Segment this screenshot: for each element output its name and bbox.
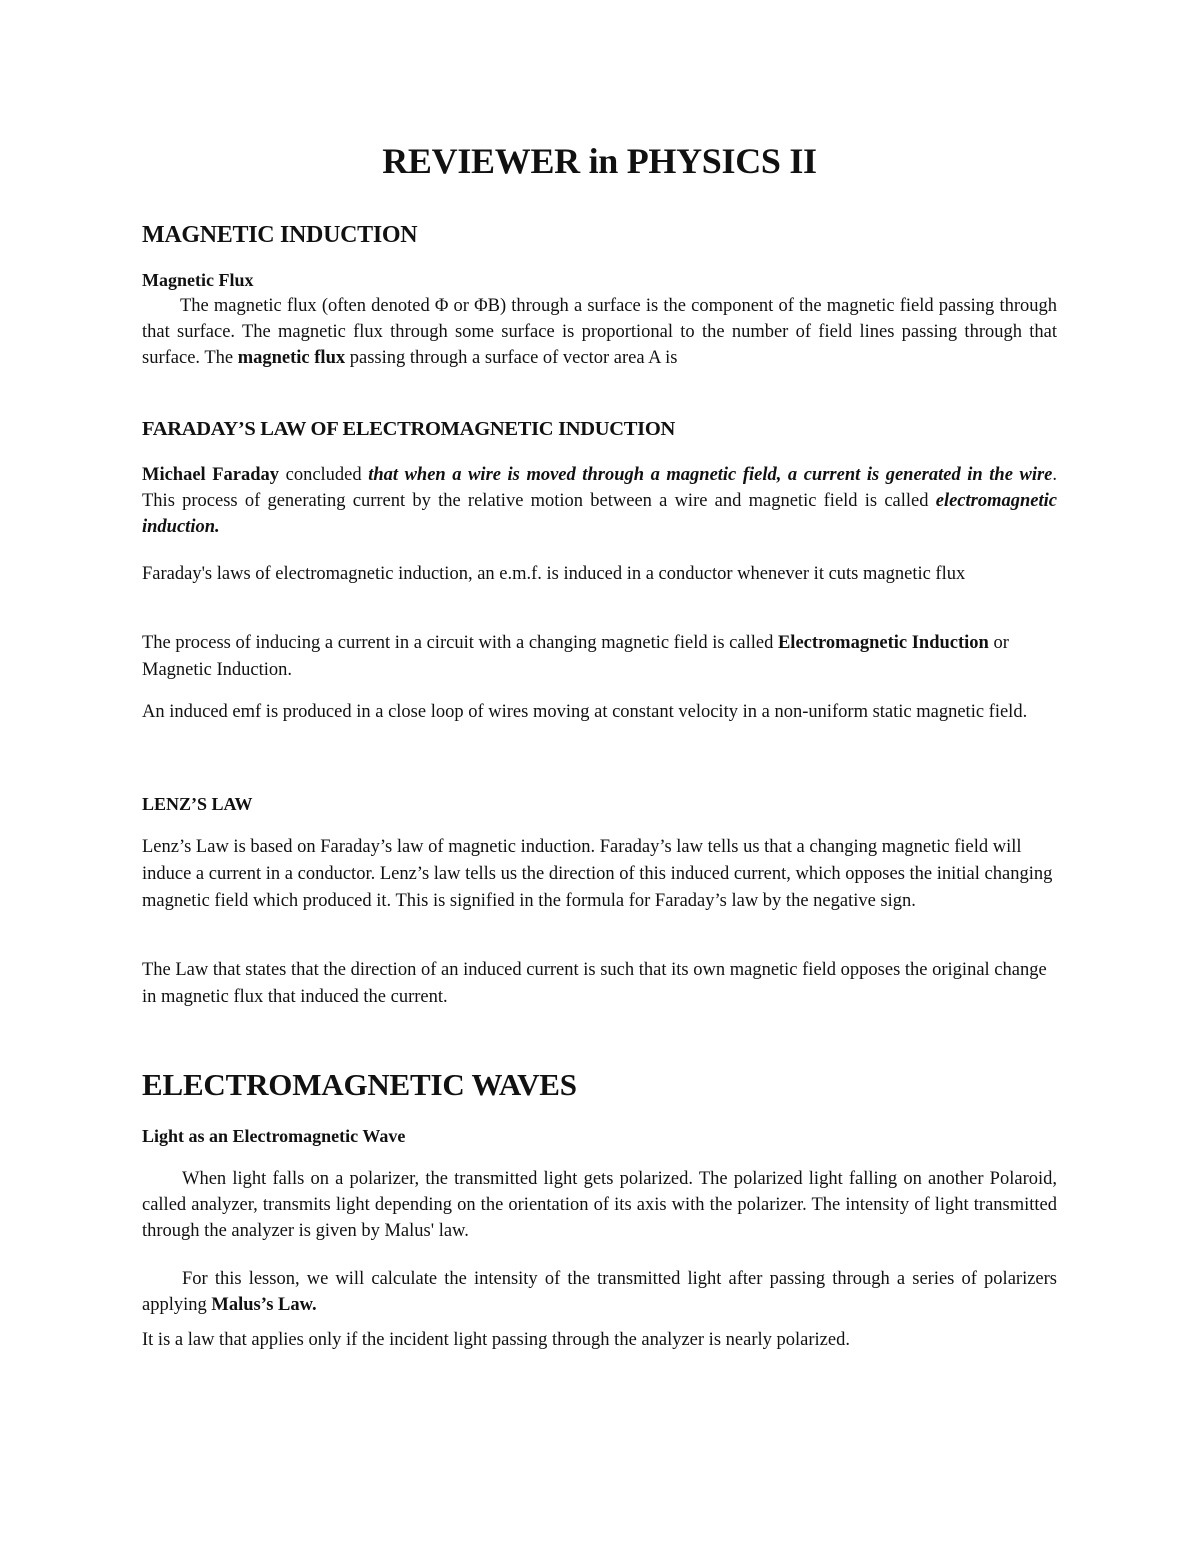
paragraph-lenz-basis: Lenz’s Law is based on Faraday’s law of magnetic induction. Faraday’s law tells us that a changing magnetic field will induce a current in a conductor. Lenz’s law tells us the direction of this induced current, which opposes the initial changing magnetic field which produced it. This is signified in the formula for Faraday’s law by the negative sign. bbox=[142, 837, 1053, 911]
paragraph-lenz-statement: The Law that states that the direction of an induced current is such that its own magnetic field opposes the original change in magnetic flux that induced the current. bbox=[142, 960, 1047, 1007]
section-heading-electromagnetic-waves: ELECTROMAGNETIC WAVES bbox=[142, 1067, 577, 1102]
paragraph-malus-condition: It is a law that applies only if the incident light passing through the analyzer is nearly polarized. bbox=[142, 1330, 850, 1350]
subheading-lenzs-law: LENZ’S LAW bbox=[142, 794, 253, 814]
paragraph-polarizer: When light falls on a polarizer, the transmitted light gets polarized. The polarized light falling on another Polaroid, called analyzer, transmits light depending on the orientation of its axis with the polarizer. The intensity of light transmitted through the analyzer is given by Malus' law. bbox=[142, 1169, 1057, 1241]
paragraph-induced-emf: An induced emf is produced in a close loop of wires moving at constant velocity in a non-uniform static magnetic field. bbox=[142, 702, 1028, 722]
section-heading-faradays-law: FARADAY’S LAW OF ELECTROMAGNETIC INDUCTION bbox=[142, 418, 675, 440]
paragraph-malus-lesson: For this lesson, we will calculate the intensity of the transmitted light after passing through a series of polarizers applying Malus’s Law. bbox=[142, 1269, 1057, 1315]
subheading-light-as-em-wave: Light as an Electromagnetic Wave bbox=[142, 1126, 406, 1146]
document-title: REVIEWER in PHYSICS II bbox=[382, 141, 817, 181]
paragraph-magnetic-flux: The magnetic flux (often denoted Φ or ΦB) through a surface is the component of the magnetic field passing through that surface. The magnetic flux through some surface is proportional to the number of field lines passing through that surface. The magnetic flux passing through a surface of vector area A is bbox=[142, 296, 1057, 368]
paragraph-faraday-conclusion: Michael Faraday concluded that when a wire is moved through a magnetic field, a current is generated in the wire. This process of generating current by the relative motion between a wire and magnetic field is called electromagnetic induction. bbox=[142, 465, 1057, 537]
paragraph-induction-process: The process of inducing a current in a circuit with a changing magnetic field is called Electromagnetic Induction or Magnetic Induction. bbox=[142, 633, 1009, 680]
subheading-magnetic-flux: Magnetic Flux bbox=[142, 270, 254, 290]
paragraph-faraday-laws: Faraday's laws of electromagnetic induction, an e.m.f. is induced in a conductor whenever it cuts magnetic flux bbox=[142, 564, 966, 584]
section-heading-magnetic-induction: MAGNETIC INDUCTION bbox=[142, 222, 418, 248]
